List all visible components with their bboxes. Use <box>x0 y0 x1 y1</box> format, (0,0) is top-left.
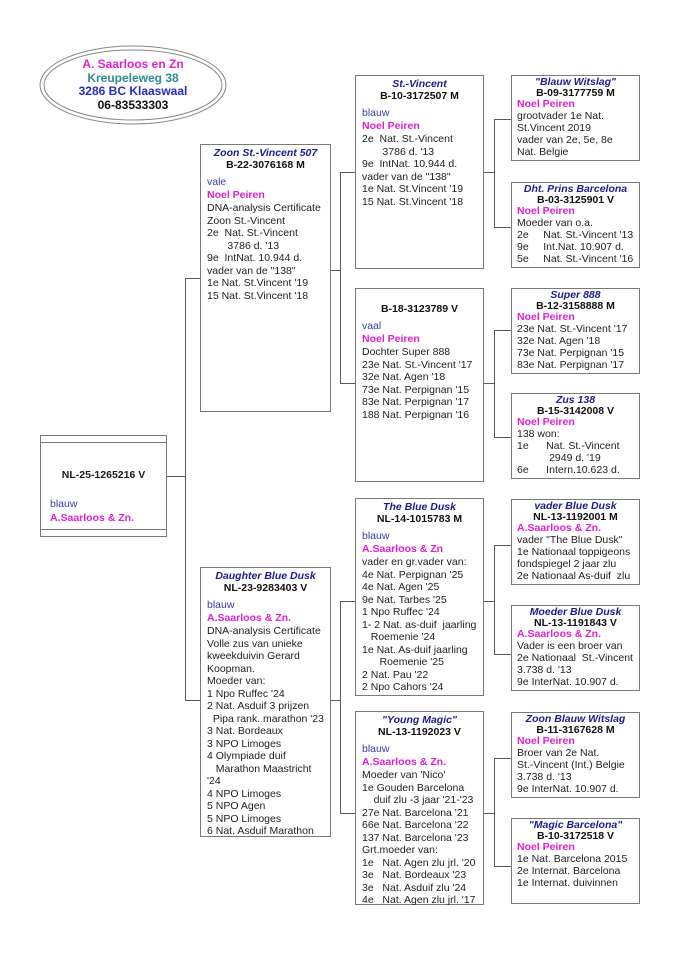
sds-box <box>511 288 640 374</box>
connector <box>331 270 340 271</box>
result-line: duif zlu -3 jaar '21-'23 <box>362 794 474 806</box>
result-line: 3e Nat. Bordeaux '23 <box>362 869 467 881</box>
dam-sire-ring-number: NL-14-1015783 M <box>376 513 463 525</box>
result-line: 1e Nationaal toppigeons <box>517 546 631 558</box>
dam-sire-color: blauw <box>362 530 390 542</box>
result-line: 1e Nat. St.Vincent '19 <box>362 183 464 195</box>
connector <box>494 330 511 331</box>
dds-box <box>511 712 640 798</box>
result-line: 4 Olympiade duif <box>207 750 286 762</box>
connector <box>484 172 494 173</box>
result-line: 15 Nat. St.Vincent '18 <box>362 195 464 208</box>
dds-ring-number: B-11-3167628 M <box>536 724 615 736</box>
sire-results <box>201 202 330 302</box>
result-line: 4e Nat. Agen '25 <box>362 581 440 593</box>
dss-ring-number: NL-13-1192001 M <box>533 511 618 523</box>
ssd-name: Dht. Prins Barcelona <box>523 183 628 195</box>
result-line: 2 Nat. Pau '22 <box>362 668 429 681</box>
dam-dam-results <box>356 769 483 907</box>
connector <box>340 172 341 383</box>
result-line: 3 Nat. Bordeaux <box>207 725 283 737</box>
result-line: Volle zus van unieke <box>207 637 303 650</box>
ssd-owner: Noel Peiren <box>517 205 575 217</box>
result-line: 4e Nat. Agen zlu jrl. '17 <box>362 894 476 906</box>
result-line: 73e Nat. Perpignan '15 <box>362 383 470 396</box>
connector <box>494 654 511 655</box>
sdd-owner: Noel Peiren <box>517 416 575 428</box>
result-line: 83e Nat. Perpignan '17 <box>517 359 625 371</box>
dam-name: Daughter Blue Dusk <box>215 570 316 582</box>
result-line: grootvader 1e Nat. <box>517 110 604 122</box>
result-line: St.-Vincent (Int.) Belgie <box>517 759 625 771</box>
connector <box>185 278 186 701</box>
result-line: 9e InterNat. 10.907 d. <box>517 676 619 688</box>
result-line: fondspiegel 2 jaar zlu <box>517 558 617 570</box>
result-line: Roemenie '24 <box>362 631 436 643</box>
result-line: 9e InterNat. 10.907 d. <box>517 783 619 795</box>
connector <box>484 813 494 814</box>
ssd-ring-number: B-03-3125901 V <box>536 194 615 206</box>
result-line: vader en gr.vader van: <box>362 556 467 568</box>
result-line: 5 NPO Limoges <box>207 812 282 825</box>
subject-ring-number: NL-25-1265216 V <box>61 469 146 481</box>
dam-dam-name: "Young Magic" <box>382 714 457 726</box>
connector <box>494 227 511 228</box>
connector <box>484 383 494 384</box>
ddd-ring-number: B-10-3172518 V <box>536 830 615 842</box>
result-line: vader van de "138" <box>362 170 451 183</box>
connector <box>494 545 511 546</box>
result-line: 2e Nat. St.-Vincent <box>362 133 453 145</box>
connector <box>185 278 200 279</box>
sire-sire-box <box>355 75 484 269</box>
result-line: 2e Nat. St.-Vincent <box>207 227 298 239</box>
sire-color: vale <box>207 176 227 188</box>
ddd-owner: Noel Peiren <box>517 841 575 853</box>
result-line: 5e Nat. St.-Vincent '16 <box>517 253 634 265</box>
sire-dam-name <box>356 291 483 303</box>
ddd-box <box>511 818 640 904</box>
sire-sire-results <box>356 133 483 208</box>
connector <box>340 601 341 813</box>
dsd-box <box>511 605 640 691</box>
result-line: Moeder van: <box>207 675 266 687</box>
result-line: 83e Nat. Perpignan '17 <box>362 396 470 408</box>
ssd-box <box>511 182 640 268</box>
result-line: 2e Nat. St.-Vincent '13 <box>517 229 634 241</box>
result-line: 5 NPO Agen <box>207 800 266 812</box>
result-line: DNA-analysis Certificate <box>207 202 321 214</box>
result-line: Dochter Super 888 <box>362 346 451 358</box>
sss-owner: Noel Peiren <box>517 98 575 110</box>
result-line: kweekduivin Gerard <box>207 650 300 662</box>
result-line: 66e Nat. Barcelona '22 <box>362 819 469 831</box>
sire-dam-box <box>355 288 484 482</box>
result-line: vader van 2e, 5e, 8e <box>517 134 613 146</box>
result-line: Koopman. <box>207 662 255 675</box>
dss-box <box>511 499 640 585</box>
dam-color: blauw <box>207 599 235 611</box>
result-line: 6 Nat. Asduif Marathon <box>207 825 314 837</box>
connector <box>340 601 355 602</box>
dam-sire-owner: A.Saarloos & Zn <box>362 543 444 555</box>
dsd-name: Moeder Blue Dusk <box>529 606 622 618</box>
result-line: '24 <box>207 775 221 787</box>
dam-dam-owner: A.Saarloos & Zn. <box>362 756 447 768</box>
dam-owner: A.Saarloos & Zn. <box>207 612 292 624</box>
sds-name: Super 888 <box>550 289 601 301</box>
dsd-owner: A.Saarloos & Zn. <box>517 628 602 640</box>
connector <box>494 330 495 437</box>
ssd-results <box>512 217 639 265</box>
dss-owner: A.Saarloos & Zn. <box>517 522 602 534</box>
result-line: 1e Gouden Barcelona <box>362 781 465 794</box>
dam-dam-box <box>355 711 484 905</box>
connector <box>185 700 200 701</box>
ddd-name: "Magic Barcelona" <box>528 819 623 831</box>
result-line: 3e Nat. Asduif zlu '24 <box>362 881 467 894</box>
sire-sire-ring-number: B-10-3172507 M <box>380 90 459 102</box>
result-line: 2 Npo Cahors '24 <box>362 681 444 693</box>
result-line: Roemenie '25 <box>362 656 444 668</box>
breeder-header <box>38 58 228 112</box>
dam-sire-name: The Blue Dusk <box>383 501 456 513</box>
result-line: 1e Nat. St.Vincent '19 <box>207 277 309 289</box>
result-line: 9e IntNat. 10.944 d. <box>362 158 458 170</box>
result-line: 73e Nat. Perpignan '15 <box>517 347 625 359</box>
result-line: 188 Nat. Perpignan '16 <box>362 408 470 421</box>
result-line: 4e Nat. Perpignan '25 <box>362 568 464 581</box>
result-line: Vader is een broer van <box>517 640 623 652</box>
result-line: St.Vincent 2019 <box>517 122 591 134</box>
dam-box <box>200 567 331 837</box>
sire-sire-name: St.-Vincent <box>392 78 447 90</box>
subject-pigeon-box <box>40 435 167 537</box>
result-line: 2e Internat. Barcelona <box>517 865 621 877</box>
result-line: 1e Internat. duivinnen <box>517 877 618 889</box>
connector <box>331 700 340 701</box>
result-line: Grt.moeder van: <box>362 844 438 856</box>
dsd-ring-number: NL-13-1191843 V <box>534 617 617 629</box>
result-line: 27e Nat. Barcelona '21 <box>362 806 469 819</box>
sds-results <box>512 323 639 371</box>
sss-results <box>512 110 639 158</box>
result-line: 2e Nationaal St.-Vincent <box>517 652 633 664</box>
result-line: 2 Nat. Asduif 3 prijzen <box>207 700 310 712</box>
breeder-name: A. Saarloos en Zn <box>82 57 184 71</box>
dds-owner: Noel Peiren <box>517 735 575 747</box>
sire-ring-number: B-22-3076168 M <box>226 159 305 171</box>
result-line: 23e Nat. St.-Vincent '17 <box>517 323 628 335</box>
sire-dam-owner: Noel Peiren <box>362 333 420 345</box>
dam-ring-number: NL-23-9283403 V <box>223 582 308 594</box>
result-line: Marathon Maastricht <box>207 762 312 775</box>
breeder-phone: 06-83533303 <box>97 97 169 112</box>
sds-ring-number: B-12-3158888 M <box>536 300 615 312</box>
sss-name: "Blauw Witslag" <box>534 76 617 88</box>
dss-results <box>512 534 639 582</box>
result-line: 3786 d. '13 <box>207 239 280 252</box>
result-line: 6e Intern.10.623 d. <box>517 464 620 476</box>
sss-box <box>511 75 640 161</box>
sire-sire-owner: Noel Peiren <box>362 120 420 132</box>
result-line: 23e Nat. St.-Vincent '17 <box>362 358 473 371</box>
result-line: 3.738 d. '13 <box>517 664 572 676</box>
connector <box>494 437 511 438</box>
result-line: 1 Npo Ruffec '24 <box>362 606 440 618</box>
sds-owner: Noel Peiren <box>517 311 575 323</box>
result-line: Nat. Belgie <box>517 146 569 158</box>
connector <box>340 813 355 814</box>
breeder-street: Kreupeleweg 38 <box>87 70 179 85</box>
dam-dam-color: blauw <box>362 743 390 755</box>
connector <box>167 476 185 477</box>
result-line: 3 NPO Limoges <box>207 737 282 750</box>
result-line: 2e Nationaal As-duif zlu <box>517 570 631 582</box>
result-line: 1e Nat. As-duif jaarling <box>362 643 468 656</box>
dsd-results <box>512 640 639 688</box>
sire-dam-color: vaal <box>362 320 382 332</box>
connector <box>484 601 494 602</box>
dam-sire-results <box>356 556 483 694</box>
result-line: 3786 d. '13 <box>362 145 435 158</box>
result-line: 3.738 d. '13 <box>517 771 572 783</box>
result-line: 32e Nat. Agen '18 <box>517 335 601 347</box>
result-line: Broer van 2e Nat. <box>517 747 600 759</box>
sire-dam-results <box>356 346 483 421</box>
dds-name: Zoon Blauw Witslag <box>525 713 626 725</box>
result-line: 1- 2 Nat. as-duif jaarling <box>362 618 477 631</box>
result-line: Zoon St.-Vincent <box>207 214 286 227</box>
sire-name: Zoon St.-Vincent 507 <box>213 147 318 159</box>
result-line: Moeder van o.a. <box>517 217 593 229</box>
result-line: 1e Nat. St.-Vincent <box>517 440 620 452</box>
sire-dam-ring-number: B-18-3123789 V <box>380 303 459 315</box>
result-line: 9e Int.Nat. 10.907 d. <box>517 241 624 253</box>
dss-name: vader Blue Dusk <box>534 500 617 512</box>
result-line: 32e Nat. Agen '18 <box>362 371 446 383</box>
dam-sire-box <box>355 498 484 696</box>
sss-ring-number: B-09-3177759 M <box>536 87 615 99</box>
result-line: 9e Nat. Tarbes '25 <box>362 593 447 606</box>
result-line: 138 won: <box>517 428 560 440</box>
breeder-city: 3286 BC Klaaswaal <box>78 84 188 98</box>
result-line: Moeder van 'Nico' <box>362 769 446 781</box>
sire-sire-color: blauw <box>362 107 390 119</box>
connector <box>494 545 495 654</box>
connector <box>494 119 495 227</box>
result-line: 2949 d. '19 <box>517 452 601 464</box>
connector <box>494 119 511 120</box>
dam-dam-ring-number: NL-13-1192023 V <box>378 726 461 738</box>
result-line: vader "The Blue Dusk" <box>517 534 623 546</box>
dds-results <box>512 747 639 795</box>
result-line: 15 Nat. St.Vincent '18 <box>207 289 309 302</box>
sdd-results <box>512 428 639 476</box>
connector <box>340 172 355 173</box>
result-line: 1 Npo Ruffec '24 <box>207 687 285 700</box>
result-line: 1e Nat. Barcelona 2015 <box>517 853 628 865</box>
connector <box>494 758 495 866</box>
dam-results <box>201 625 330 838</box>
result-line: 137 Nat. Barcelona '23 <box>362 831 469 844</box>
result-line: DNA-analysis Certificate <box>207 625 321 637</box>
result-line: 9e IntNat. 10.944 d. <box>207 252 303 264</box>
subject-color: blauw <box>50 498 78 510</box>
result-line: 4 NPO Limoges <box>207 787 282 800</box>
sdd-ring-number: B-15-3142008 V <box>536 405 615 417</box>
ddd-results <box>512 853 639 889</box>
result-line: Pipa rank. marathon '23 <box>207 712 324 725</box>
connector <box>494 866 511 867</box>
sire-owner: Noel Peiren <box>207 189 265 201</box>
subject-owner: A.Saarloos & Zn. <box>50 512 135 524</box>
connector <box>340 383 355 384</box>
sdd-box <box>511 393 640 479</box>
connector <box>494 758 511 759</box>
sire-box <box>200 144 331 412</box>
result-line: 1e Nat. Agen zlu jrl. '20 <box>362 856 476 869</box>
sdd-name: Zus 138 <box>555 394 596 406</box>
result-line: vader van de "138" <box>207 264 296 277</box>
